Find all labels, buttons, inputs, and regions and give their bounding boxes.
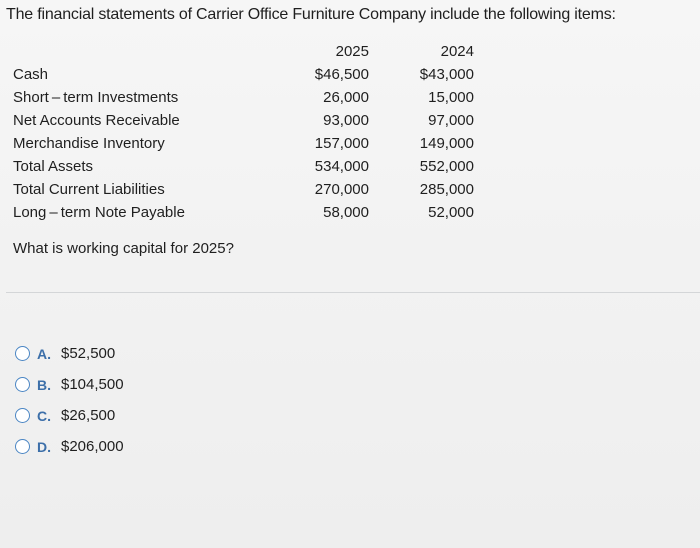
value-2024: 97,000 [428, 112, 474, 129]
row-label: Long – term Note Payable [13, 204, 185, 221]
radio-button-icon[interactable] [15, 408, 30, 423]
table-header-row [13, 40, 493, 63]
row-label: Total Assets [13, 158, 94, 175]
divider [6, 292, 700, 293]
radio-button-icon[interactable] [15, 439, 30, 454]
option-c[interactable] [15, 400, 124, 431]
option-letter: B. [37, 376, 51, 393]
answer-options [15, 338, 124, 462]
row-label: Total Current Liabilities [13, 181, 165, 198]
option-d[interactable] [15, 431, 124, 462]
problem-intro: The financial statements of Carrier Office Furniture Company include the following items: [6, 6, 616, 23]
option-letter: A. [37, 345, 51, 362]
row-label: Merchandise Inventory [13, 135, 165, 152]
value-2025: 270,000 [314, 181, 369, 198]
option-a[interactable] [15, 338, 124, 369]
value-2025: 58,000 [323, 204, 369, 221]
option-value[interactable]: $206,000 [61, 438, 124, 455]
value-2024: 285,000 [419, 181, 474, 198]
radio-button-icon[interactable] [15, 377, 30, 392]
value-2025: 534,000 [314, 158, 369, 175]
value-2024: 149,000 [419, 135, 474, 152]
row-label: Cash [13, 66, 49, 83]
row-label: Net Accounts Receivable [13, 112, 180, 129]
value-2025: 26,000 [323, 89, 369, 106]
table-row [13, 178, 493, 201]
option-letter: D. [37, 438, 51, 455]
table-row [13, 109, 493, 132]
table-row [13, 63, 493, 86]
table-row [13, 155, 493, 178]
row-label: Short – term Investments [13, 89, 179, 106]
value-2025: $46,500 [314, 66, 369, 83]
column-header-2025: 2025 [335, 43, 369, 60]
option-letter: C. [37, 407, 51, 424]
table-row [13, 201, 493, 224]
question-text: What is working capital for 2025? [13, 240, 234, 257]
value-2024: $43,000 [419, 66, 474, 83]
table-row [13, 86, 493, 109]
option-value[interactable]: $52,500 [61, 345, 116, 362]
option-value[interactable]: $104,500 [61, 376, 124, 393]
option-value[interactable]: $26,500 [61, 407, 116, 424]
column-header-2024: 2024 [440, 43, 474, 60]
value-2024: 52,000 [428, 204, 474, 221]
financial-items-table [13, 40, 493, 224]
option-b[interactable] [15, 369, 124, 400]
radio-button-icon[interactable] [15, 346, 30, 361]
value-2025: 157,000 [314, 135, 369, 152]
value-2024: 15,000 [428, 89, 474, 106]
table-row [13, 132, 493, 155]
value-2025: 93,000 [323, 112, 369, 129]
value-2024: 552,000 [419, 158, 474, 175]
